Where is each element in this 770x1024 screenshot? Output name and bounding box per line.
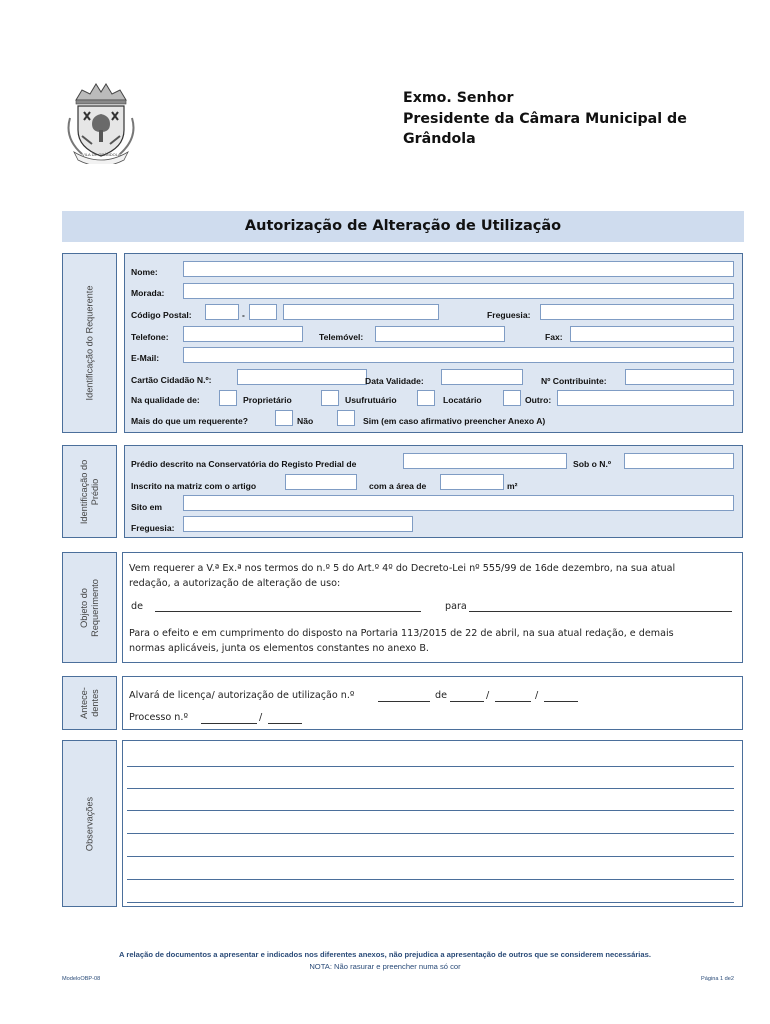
outro-field[interactable] <box>557 390 734 406</box>
section-label-objeto-line2: Requerimento <box>89 578 100 637</box>
objeto-paragraph1-line1: Vem requerer a V.ª Ex.ª nos termos do n.º 5 do Art.º 4º do Decreto-Lei nº 555/99 de 16de dezembro, na sua atual <box>129 563 676 574</box>
area-label: com a área de <box>369 481 427 491</box>
para-label: para <box>445 601 467 612</box>
localidade-field[interactable] <box>283 304 439 320</box>
cartao-cidadao-label: Cartão Cidadão N.º: <box>131 375 212 385</box>
freguesia-label: Freguesia: <box>487 310 531 320</box>
proprietario-checkbox[interactable] <box>219 390 237 406</box>
alvara-number-field[interactable] <box>378 701 430 702</box>
telefone-label: Telefone: <box>131 332 169 342</box>
section-label-antecedentes <box>62 676 117 730</box>
objeto-paragraph1-line2: redação, a autorização de alteração de uso: <box>129 578 341 589</box>
inscrito-label: Inscrito na matriz com o artigo <box>131 481 257 491</box>
proprietario-label: Proprietário <box>243 395 292 405</box>
contribuinte-field[interactable] <box>625 369 734 385</box>
observacoes-line[interactable] <box>127 902 734 903</box>
section-label-predio-line1: Identificação do <box>78 459 89 524</box>
codigo-postal-label: Código Postal: <box>131 310 192 320</box>
sob-n-label: Sob o N.º <box>573 459 611 469</box>
section-label-objeto <box>62 552 117 663</box>
alvara-slash2: / <box>535 690 539 701</box>
crest-motto: VILA DE GRÂNDOLA <box>82 152 121 157</box>
objeto-panel <box>122 552 743 663</box>
predio-freguesia-field[interactable] <box>183 516 413 532</box>
sito-label: Sito em <box>131 502 163 512</box>
fax-label: Fax: <box>545 332 563 342</box>
processo-year-field[interactable] <box>268 723 302 724</box>
de-label: de <box>131 601 143 612</box>
mais-requerente-label: Mais do que um requerente? <box>131 416 248 426</box>
nome-field[interactable] <box>183 261 734 277</box>
form-title: Autorização de Alteração de Utilização <box>62 211 744 242</box>
codigo-postal-dash: - <box>242 310 245 320</box>
observacoes-line[interactable] <box>127 833 734 834</box>
section-label-predio-line2: Prédio <box>89 478 100 505</box>
addressee-block <box>403 88 687 150</box>
alvara-slash1: / <box>486 690 490 701</box>
data-validade-label: Data Validade: <box>365 376 424 386</box>
usufrutuario-label: Usufrutuário <box>345 395 397 405</box>
contribuinte-label: Nº Contribuinte: <box>541 376 607 386</box>
morada-field[interactable] <box>183 283 734 299</box>
sito-field[interactable] <box>183 495 734 511</box>
section-label-observacoes <box>62 740 117 907</box>
area-field[interactable] <box>440 474 504 490</box>
locatario-label: Locatário <box>443 395 482 405</box>
email-label: E-Mail: <box>131 353 160 363</box>
requerente-panel <box>124 253 743 433</box>
processo-number-field[interactable] <box>201 723 257 724</box>
nome-label: Nome: <box>131 267 158 277</box>
alvara-de-label: de <box>435 690 447 701</box>
observacoes-line[interactable] <box>127 788 734 789</box>
antecedentes-panel <box>122 676 743 730</box>
fill-note: NOTA: Não rasurar e preencher numa só cor <box>309 962 461 971</box>
freguesia-field[interactable] <box>540 304 734 320</box>
section-label-antecedentes-text <box>79 687 101 719</box>
observacoes-line[interactable] <box>127 879 734 880</box>
processo-label: Processo n.º <box>129 712 188 723</box>
addressee-line3: Grândola <box>403 131 476 147</box>
conservatoria-field[interactable] <box>403 453 567 469</box>
municipal-crest-logo <box>62 78 140 164</box>
outro-label: Outro: <box>525 395 552 405</box>
codigo-postal-part2-field[interactable] <box>249 304 277 320</box>
section-label-predio <box>62 445 117 538</box>
morada-label: Morada: <box>131 288 165 298</box>
de-field[interactable] <box>155 611 421 612</box>
sim-label: Sim (em caso afirmativo preencher Anexo A) <box>363 416 546 426</box>
addressee-line2: Presidente da Câmara Municipal de <box>403 110 687 127</box>
telefone-field[interactable] <box>183 326 303 342</box>
locatario-checkbox[interactable] <box>417 390 435 406</box>
data-validade-field[interactable] <box>441 369 523 385</box>
predio-freguesia-label: Freguesia: <box>131 523 175 533</box>
section-label-observacoes-text: Observações <box>84 796 94 851</box>
objeto-paragraph2-line1: Para o efeito e em cumprimento do disposto na Portaria 113/2015 de 22 de abril, na sua atual redação, e demais <box>129 628 674 639</box>
sob-n-field[interactable] <box>624 453 734 469</box>
outro-checkbox[interactable] <box>503 390 521 406</box>
observacoes-line[interactable] <box>127 810 734 811</box>
section-label-requerente-text: Identificação do Requerente <box>84 285 94 401</box>
page-number: Página 1 de2 <box>701 976 734 982</box>
telemovel-field[interactable] <box>375 326 505 342</box>
section-label-antecedentes-line2: dentes <box>89 689 100 717</box>
alvara-year-field[interactable] <box>544 701 578 702</box>
fax-field[interactable] <box>570 326 734 342</box>
nao-checkbox[interactable] <box>275 410 293 426</box>
section-label-predio-text <box>79 459 101 523</box>
cartao-cidadao-field[interactable] <box>237 369 367 385</box>
usufrutuario-checkbox[interactable] <box>321 390 339 406</box>
section-label-requerente <box>62 253 117 433</box>
observacoes-line[interactable] <box>127 766 734 767</box>
sim-checkbox[interactable] <box>337 410 355 426</box>
section-label-antecedentes-line1: Antece- <box>78 687 89 719</box>
section-label-objeto-line1: Objeto do <box>78 587 89 628</box>
email-field[interactable] <box>183 347 734 363</box>
codigo-postal-part1-field[interactable] <box>205 304 239 320</box>
alvara-label: Alvará de licença/ autorização de utilização n.º <box>129 690 355 701</box>
alvara-day-field[interactable] <box>450 701 484 702</box>
descrito-label: Prédio descrito na Conservatória do Registo Predial de <box>131 459 357 469</box>
processo-slash: / <box>259 712 263 723</box>
artigo-field[interactable] <box>285 474 357 490</box>
para-field[interactable] <box>469 611 732 612</box>
documents-note: A relação de documentos a apresentar e indicados nos diferentes anexos, não prejudica a apresentação de outros que se considerem necessárias. <box>119 950 651 959</box>
qualidade-label: Na qualidade de: <box>131 395 200 405</box>
model-code: ModeloOBP-08 <box>62 976 101 982</box>
predio-panel <box>124 445 743 538</box>
addressee-line1: Exmo. Senhor <box>403 90 514 106</box>
section-label-objeto-text <box>79 579 101 637</box>
observacoes-line[interactable] <box>127 856 734 857</box>
alvara-month-field[interactable] <box>495 701 531 702</box>
m2-label: m² <box>507 481 518 491</box>
nao-label: Não <box>297 416 314 426</box>
objeto-paragraph2-line2: normas aplicáveis, junta os elementos constantes no anexo B. <box>129 643 429 654</box>
telemovel-label: Telemóvel: <box>319 332 364 342</box>
